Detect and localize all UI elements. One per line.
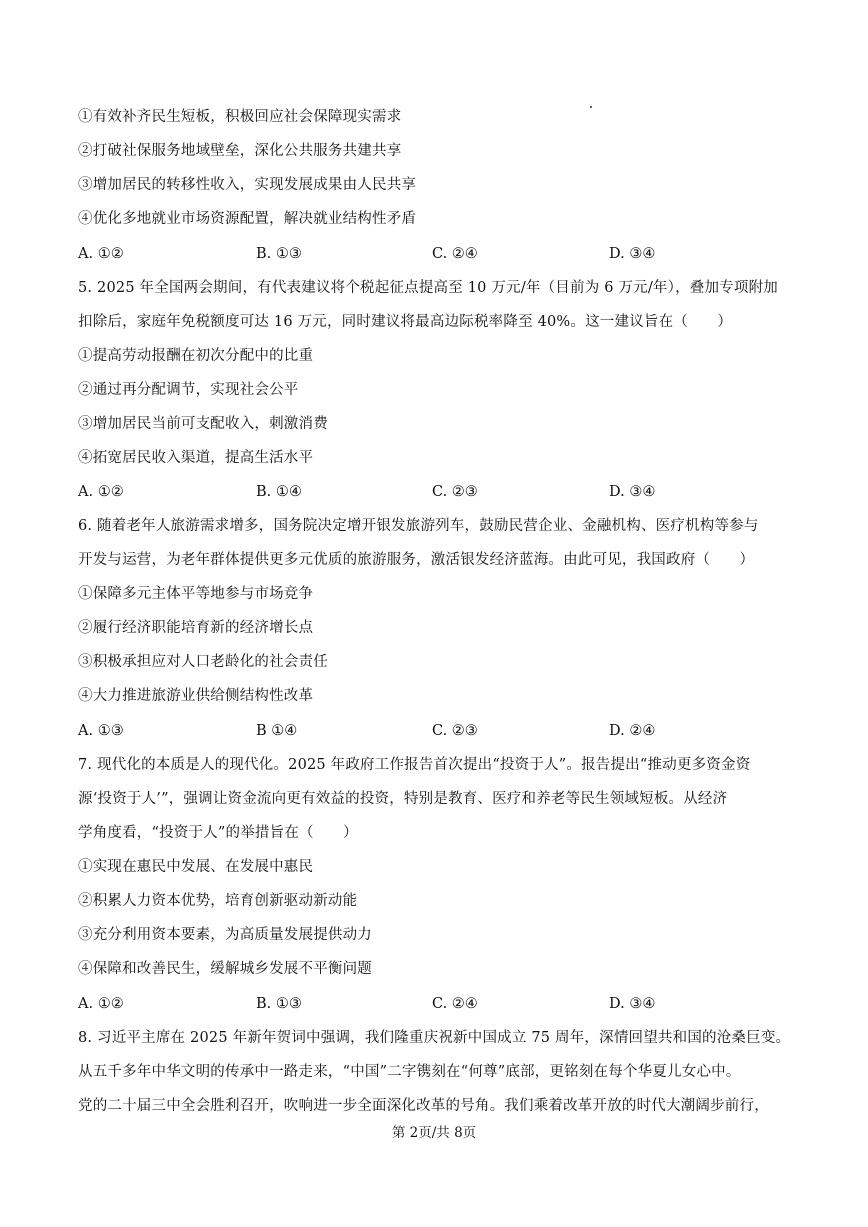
q7-stem-line-1: 7. 现代化的本质是人的现代化。2025 年政府工作报告首次提出“投资于人”。报告提出“推动更多资金资 (78, 757, 751, 773)
q5-choice-b: B. ①④ (256, 484, 302, 500)
q4-choice-a: A. ①② (78, 246, 124, 262)
q6-option-1: ①保障多元主体平等地参与市场竞争 (78, 586, 314, 602)
q5-option-2: ②通过再分配调节，实现社会公平 (78, 382, 299, 398)
q6-choice-d: D. ②④ (609, 723, 656, 739)
q6-option-2: ②履行经济职能培育新的经济增长点 (78, 620, 314, 636)
page-footer: 第 2页/共 8页 (391, 1125, 477, 1141)
q5-choice-c: C. ②③ (432, 484, 478, 500)
q6-choices (78, 721, 798, 741)
q4-choices (78, 244, 798, 264)
q7-stem-line-3: 学角度看，“投资于人”的举措旨在（ ） (78, 825, 358, 841)
q6-stem-line-1: 6. 随着老年人旅游需求增多，国务院决定增开银发旅游列车，鼓励民营企业、金融机构、医疗机构等参与 (78, 518, 759, 534)
q7-option-4: ④保障和改善民生，缓解城乡发展不平衡问题 (78, 961, 372, 977)
q8-stem-line-2: 从五千多年中华文明的传承中一路走来，“中国”二字镌刻在“何尊”底部，更铭刻在每个华夏儿女心中。 (78, 1064, 741, 1080)
q5-choices (78, 482, 798, 502)
q7-choice-d: D. ③④ (609, 996, 656, 1012)
q6-option-4: ④大力推进旅游业供给侧结构性改革 (78, 688, 314, 704)
q4-choice-d: D. ③④ (609, 246, 656, 262)
q4-option-4: ④优化多地就业市场资源配置，解决就业结构性矛盾 (78, 211, 417, 227)
q5-choice-a: A. ①② (78, 484, 124, 500)
q6-choice-c: C. ②③ (432, 723, 478, 739)
q7-choice-a: A. ①② (78, 996, 124, 1012)
q5-stem-line-2: 扣除后，家庭年免税额度可达 16 万元，同时建议将最高边际税率降至 40%。这一建议旨在（ ） (78, 314, 733, 330)
q8-stem-line-3: 党的二十届三中全会胜利召开，吹响进一步全面深化改革的号角。我们乘着改革开放的时代大潮阔步前行， (78, 1098, 769, 1114)
q5-option-1: ①提高劳动报酬在初次分配中的比重 (78, 348, 314, 364)
q6-stem-line-2: 开发与运营，为老年群体提供更多元优质的旅游服务，激活银发经济蓝海。由此可见，我国政府（ ） (78, 552, 755, 568)
q7-option-2: ②积累人力资本优势，培育创新驱动新动能 (78, 893, 358, 909)
q5-option-3: ③增加居民当前可支配收入，刺激消费 (78, 416, 328, 432)
q7-choice-c: C. ②④ (432, 996, 478, 1012)
q7-option-1: ①实现在惠民中发展、在发展中惠民 (78, 859, 314, 875)
q4-choice-b: B. ①③ (256, 246, 302, 262)
q4-choice-c: C. ②④ (432, 246, 478, 262)
q6-option-3: ③积极承担应对人口老龄化的社会责任 (78, 654, 328, 670)
q7-option-3: ③充分利用资本要素，为高质量发展提供动力 (78, 927, 372, 943)
q4-option-2: ②打破社保服务地域壁垒，深化公共服务共建共享 (78, 143, 402, 159)
q8-stem-line-1: 8. 习近平主席在 2025 年新年贺词中强调，我们隆重庆祝新中国成立 75 周年，深情回望共和国的沧桑巨变。 (78, 1030, 791, 1046)
q6-choice-a: A. ①③ (78, 723, 124, 739)
q5-option-4: ④拓宽居民收入渠道，提高生活水平 (78, 450, 314, 466)
q7-stem-line-2: 源‘投资于人’”，强调让资金流向更有效益的投资，特别是教育、医疗和养老等民生领域短板。从经济 (78, 791, 728, 807)
q5-stem-line-1: 5. 2025 年全国两会期间，有代表建议将个税起征点提高至 10 万元/年（目前为 6 万元/年），叠加专项附加 (78, 280, 778, 296)
q4-option-1: ①有效补齐民生短板，积极回应社会保障现实需求 (78, 109, 402, 125)
q4-option-3: ③增加居民的转移性收入，实现发展成果由人民共享 (78, 177, 417, 193)
q7-choice-b: B. ①③ (256, 996, 302, 1012)
q5-choice-d: D. ③④ (609, 484, 656, 500)
q6-choice-b: B ①④ (256, 723, 298, 739)
q7-choices (78, 994, 798, 1014)
